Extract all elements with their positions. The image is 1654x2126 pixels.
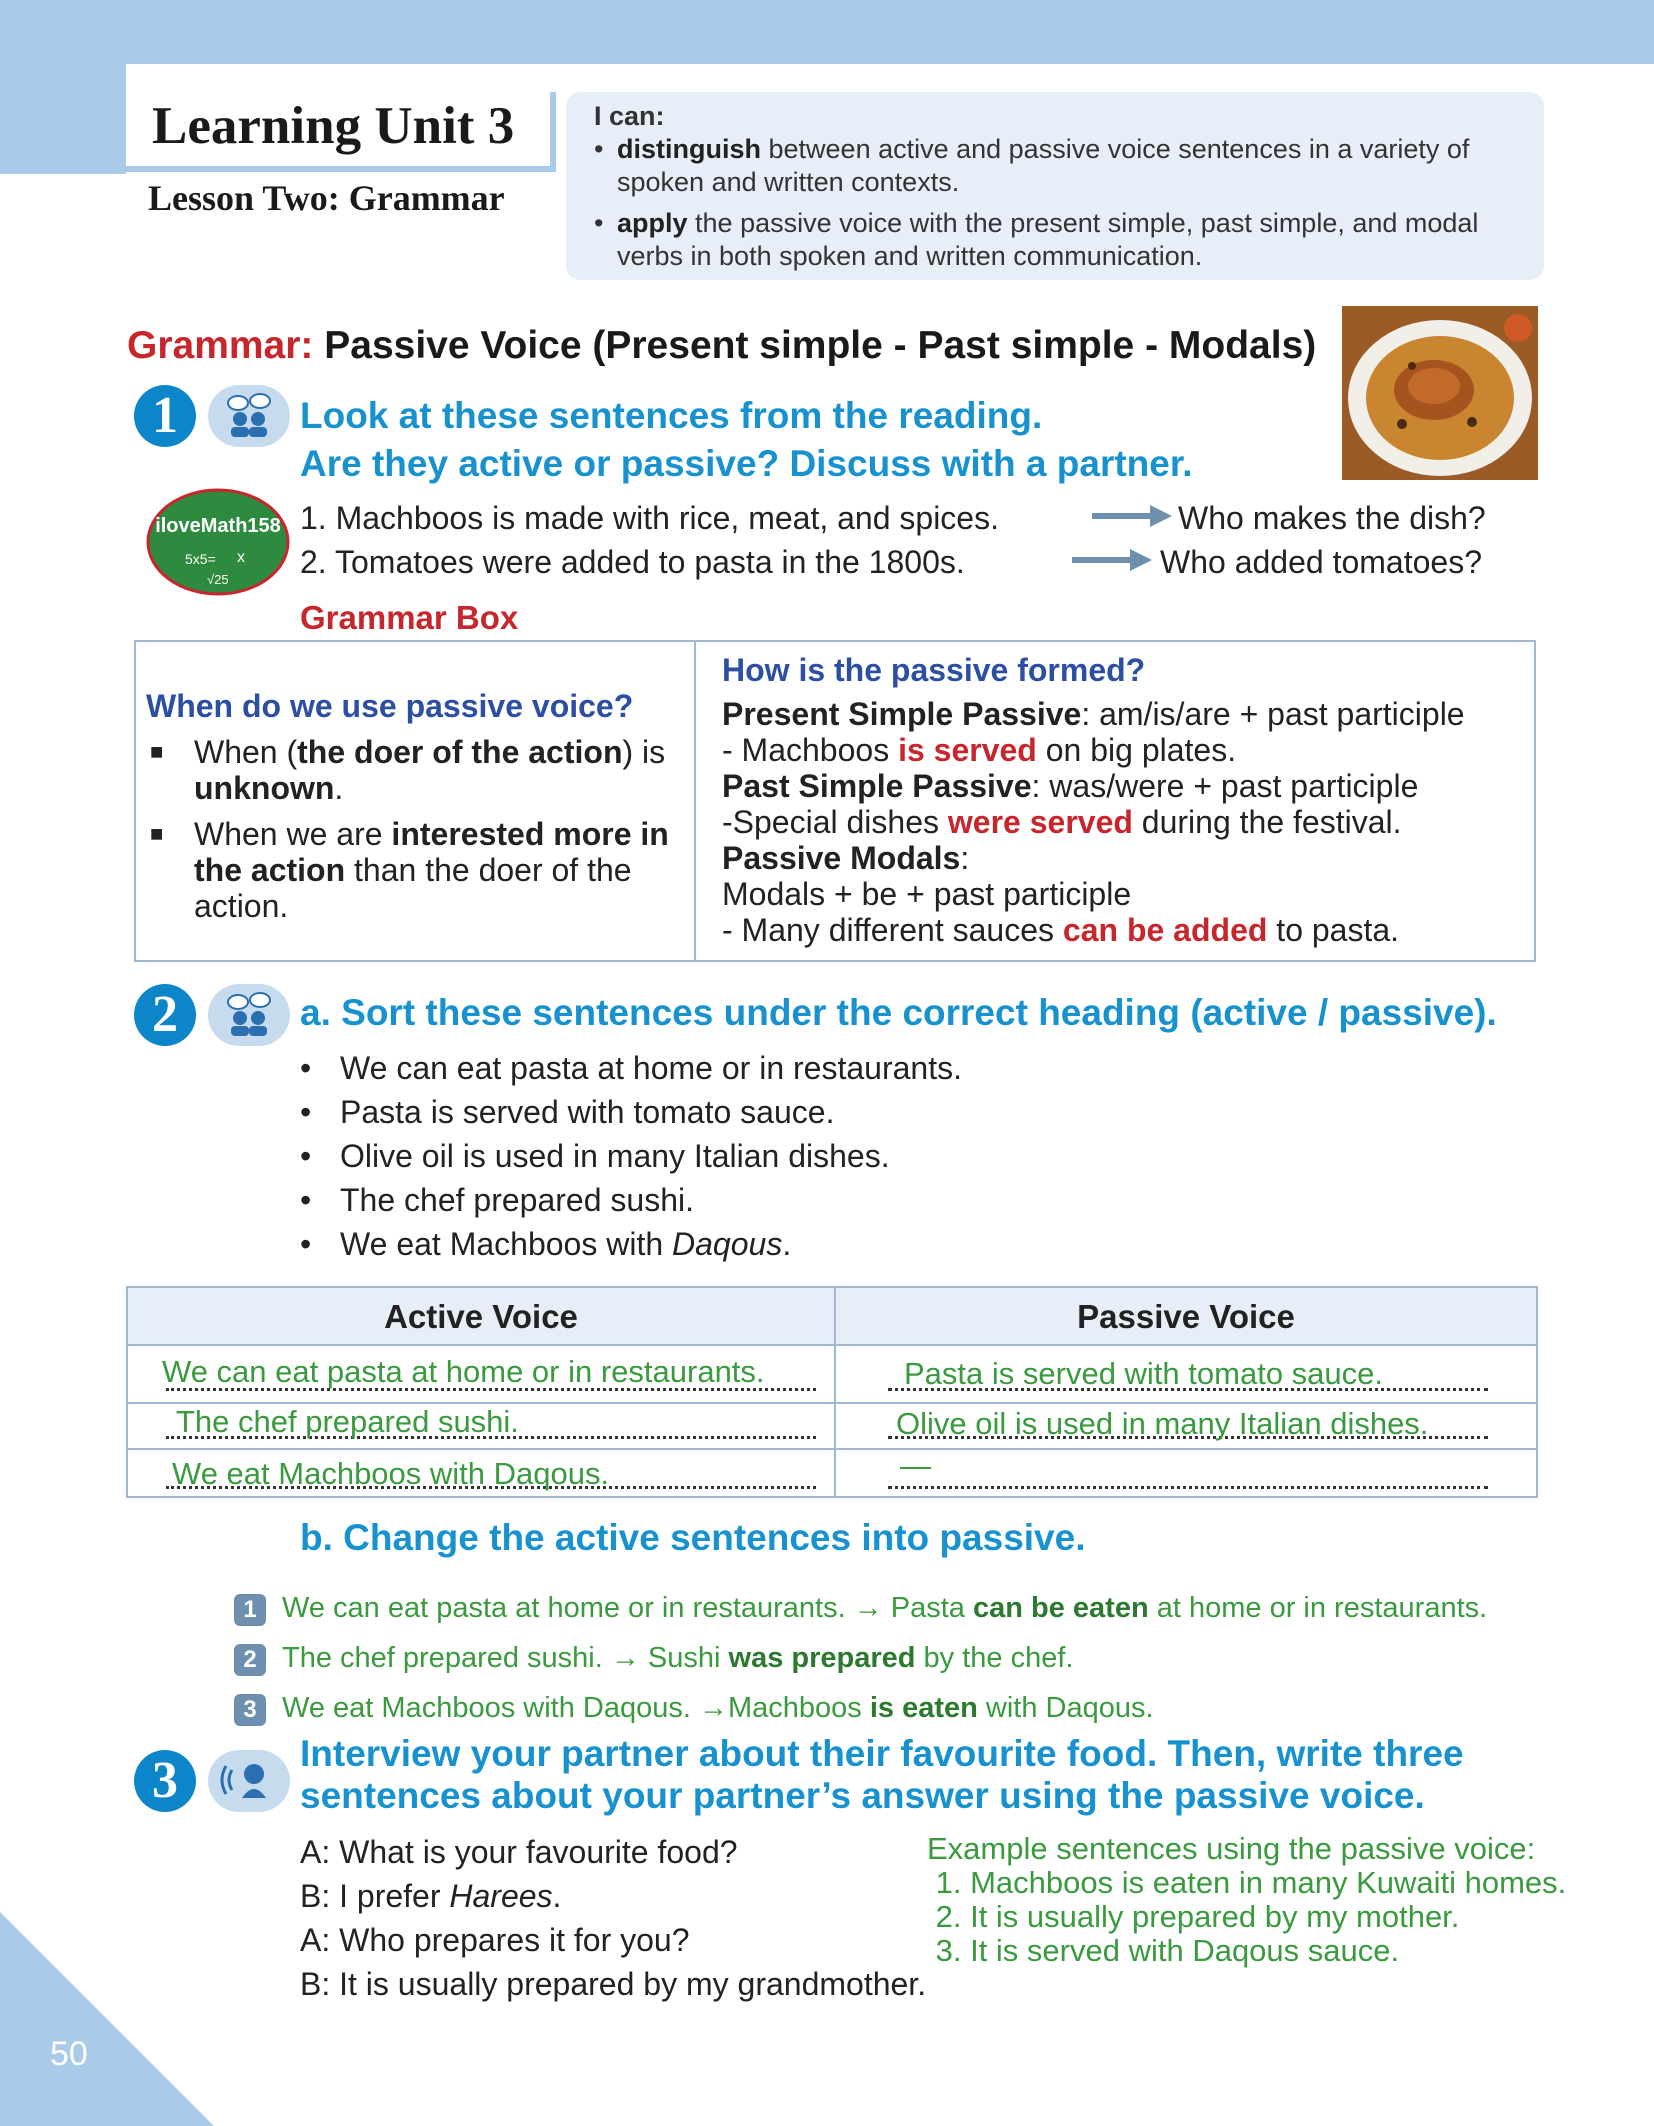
left-band xyxy=(0,64,126,174)
example-sentences xyxy=(927,1832,1566,1968)
dialog-line: B: It is usually prepared by my grandmother. xyxy=(300,1966,927,2002)
grammar-box xyxy=(134,640,1536,962)
answer-number: 1 xyxy=(234,1594,266,1626)
active-header: Active Voice xyxy=(128,1288,834,1344)
example-item: 1. Machboos is eaten in many Kuwaiti homes. xyxy=(927,1865,1567,1900)
arrow-icon xyxy=(1072,549,1152,576)
dialog xyxy=(300,1830,926,2006)
section2-instruction-b: b. Change the active sentences into passive. xyxy=(300,1517,1086,1558)
watermark-stamp xyxy=(145,488,291,596)
sentence-2: 2. Tomatoes were added to pasta in the 1800s. xyxy=(300,544,965,580)
stamp-text: iloveMath158 xyxy=(155,515,281,537)
example-item: 2. It is usually prepared by my mother. xyxy=(927,1899,1460,1934)
objectives-label: I can: xyxy=(594,101,665,131)
sentence-list xyxy=(300,1046,962,1266)
section3-instruction: Interview your partner about their favourite food. Then, write three sentences about your partner’s answer using the passive voice. xyxy=(300,1733,1464,1816)
dialog-line: A: Who prepares it for you? xyxy=(300,1922,690,1958)
grammar-box-label: Grammar Box xyxy=(300,599,519,636)
answer-2: The chef prepared sushi. → Sushi was prepared by the chef. xyxy=(282,1642,1074,1674)
objective-item: • apply the passive voice with the present simple, past simple, and modal verbs in both spoken and written communication. xyxy=(594,208,1479,271)
section-number-2: 2 xyxy=(134,984,196,1046)
when-question: When do we use passive voice? xyxy=(146,688,634,724)
passive-header: Passive Voice xyxy=(836,1288,1536,1344)
when-item: ■ When (the doer of the action) is unknown. xyxy=(150,734,666,806)
interview-icon xyxy=(208,1750,290,1812)
voice-table xyxy=(126,1286,1538,1498)
answer-number: 3 xyxy=(234,1694,266,1726)
list-item: • Olive oil is used in many Italian dishes. xyxy=(300,1138,890,1174)
how-question: How is the passive formed? xyxy=(722,652,1146,688)
svg-text:5x5=: 5x5= xyxy=(185,551,216,567)
pair-discussion-icon xyxy=(208,385,290,447)
top-band xyxy=(0,0,1654,64)
list-item: • The chef prepared sushi. xyxy=(300,1182,694,1218)
lesson-title: Lesson Two: Grammar xyxy=(148,178,505,218)
pair-discussion-icon xyxy=(208,984,290,1046)
page-corner xyxy=(0,1912,214,2126)
answer-1: We can eat pasta at home or in restaurants. → Pasta can be eaten at home or in restaurants. xyxy=(282,1592,1488,1624)
table-cell-active: We can eat pasta at home or in restaurants. xyxy=(162,1354,765,1389)
section1-instruction: Look at these sentences from the reading. Are they active or passive? Discuss with a partner. xyxy=(300,395,1193,484)
section2-instruction-a: a. Sort these sentences under the correct heading (active / passive). xyxy=(300,992,1497,1033)
question-1: Who makes the dish? xyxy=(1178,500,1486,536)
table-cell-passive: Olive oil is used in many Italian dishes. xyxy=(896,1406,1429,1441)
sentence-1: 1. Machboos is made with rice, meat, and spices. xyxy=(300,500,999,536)
machboos-photo xyxy=(1342,306,1538,480)
question-2: Who added tomatoes? xyxy=(1160,544,1482,580)
answer-3: We eat Machboos with Daqous. →Machboos is eaten with Daqous. xyxy=(282,1692,1154,1724)
list-item: • We can eat pasta at home or in restaurants. xyxy=(300,1050,962,1086)
section-number-3: 3 xyxy=(134,1750,196,1812)
dialog-line: B: I prefer Harees. xyxy=(300,1878,562,1914)
svg-text:x: x xyxy=(237,549,245,566)
grammar-title: Grammar: Passive Voice (Present simple - Past simple - Modals) xyxy=(127,324,1317,367)
list-item: • Pasta is served with tomato sauce. xyxy=(300,1094,835,1130)
table-cell-active: The chef prepared sushi. xyxy=(176,1404,519,1439)
objective-item: • distinguish between active and passive voice sentences in a variety of spoken and written contexts. xyxy=(594,134,1470,197)
when-item: ■ When we are interested more in the action than the doer of the action. xyxy=(150,816,669,924)
table-cell-passive: Pasta is served with tomato sauce. xyxy=(904,1356,1384,1391)
section-number-1: 1 xyxy=(134,385,196,447)
page-number: 50 xyxy=(50,2035,88,2073)
table-cell-active: We eat Machboos with Daqous. xyxy=(172,1456,610,1491)
answer-number: 2 xyxy=(234,1644,266,1676)
unit-title: Learning Unit 3 xyxy=(152,97,515,155)
objectives-box xyxy=(566,92,1544,280)
dialog-line: A: What is your favourite food? xyxy=(300,1834,738,1870)
table-cell-passive: — xyxy=(900,1448,931,1483)
arrow-icon xyxy=(1092,505,1172,532)
passive-formation: Present Simple Passive: am/is/are + past participle - Machboos is served on big plates. Past Simple Passive: was/were + past participle -Special dishes were served during the festival. Passive Modals: Modals + be + past participle - Many different sauces can be added to pasta. xyxy=(722,696,1465,948)
example-item: 3. It is served with Daqous sauce. xyxy=(927,1933,1400,1968)
example-title: Example sentences using the passive voice: xyxy=(927,1831,1536,1866)
list-item: • We eat Machboos with Daqous. xyxy=(300,1226,792,1262)
svg-text:√25: √25 xyxy=(207,572,229,587)
